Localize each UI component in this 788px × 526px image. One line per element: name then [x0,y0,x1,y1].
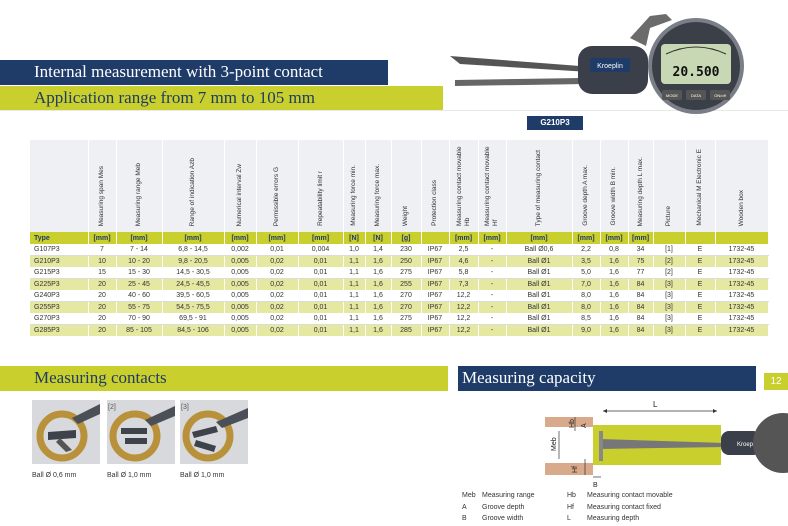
table-cell: E [685,256,715,268]
contact-tag-2: [2] [108,404,116,411]
col-header: Mechanical M Electronic E [696,149,703,226]
table-cell: 1,6 [600,313,628,325]
gauge-button-data: DATA [690,93,702,98]
capacity-legend [462,490,673,525]
legend-value: Measuring depth [587,515,640,522]
table-cell: 85 - 105 [116,325,162,337]
table-cell: 24,5 - 45,5 [162,279,224,291]
col-header: Measuring force min. [350,165,357,226]
unit-cell: [mm] [224,232,256,244]
col-header: Measuring range Meb [135,162,142,226]
table-cell: 0,005 [224,290,256,302]
table-cell: 0,005 [224,279,256,291]
type-cell: G240P3 [30,290,88,302]
col-header: Groove width B min. [610,167,617,226]
table-cell: 1732-45 [715,256,768,268]
table-cell: IP67 [421,244,449,256]
table-cell: E [685,279,715,291]
table-cell: 1,1 [343,256,365,268]
unit-cell: [mm] [628,232,653,244]
table-cell: 9,8 - 20,5 [162,256,224,268]
table-cell: 0,02 [256,302,298,314]
table-cell: 8,0 [572,290,600,302]
table-cell: 270 [391,290,421,302]
table-cell: 12,2 [449,313,478,325]
table-cell: Ball Ø0,6 [506,244,572,256]
col-header: Protection class [431,180,438,226]
table-cell: 0,01 [298,279,343,291]
table-cell: 0,02 [256,325,298,337]
table-cell: 7 [88,244,116,256]
unit-cell: [mm] [572,232,600,244]
table-cell: E [685,313,715,325]
title-internal-measurement: Internal measurement with 3-point contact [0,60,388,85]
unit-cell: [mm] [449,232,478,244]
table-cell: [3] [653,279,685,291]
table-cell: 20 [88,313,116,325]
table-cell: 285 [391,325,421,337]
table-cell: IP67 [421,325,449,337]
col-header: Wooden box [737,189,745,226]
table-cell: [1] [653,244,685,256]
table-cell: 39,5 - 60,5 [162,290,224,302]
table-cell: 0,01 [298,302,343,314]
contact-caption-2: Ball Ø 1,0 mm [107,472,152,479]
table-row [30,279,768,291]
unit-cell: [mm] [256,232,298,244]
table-cell: 1,6 [600,279,628,291]
table-cell: 1,1 [343,325,365,337]
page-number: 12 [764,373,788,390]
table-cell: 0,02 [256,256,298,268]
table-cell: 2,2 [572,244,600,256]
table-cell: 14,5 - 30,5 [162,267,224,279]
table-cell: 1,6 [365,279,391,291]
table-cell: 55 - 75 [116,302,162,314]
table-cell: Ball Ø1 [506,279,572,291]
type-cell: G255P3 [30,302,88,314]
unit-cell [653,232,685,244]
table-cell: - [478,302,506,314]
legend-key: Hb [567,492,576,499]
table-cell: - [478,267,506,279]
table-cell: Ball Ø1 [506,290,572,302]
table-cell: 84 [628,302,653,314]
table-cell: 0,01 [298,313,343,325]
table-cell: [3] [653,302,685,314]
table-cell: 0,004 [298,244,343,256]
table-cell: 75 [628,256,653,268]
table-cell: 84 [628,313,653,325]
table-cell: 1732-45 [715,267,768,279]
table-cell: 1732-45 [715,313,768,325]
table-cell: [3] [653,313,685,325]
table-cell: - [478,325,506,337]
table-cell: 77 [628,267,653,279]
col-header: Measuring span Mes [98,165,105,226]
contact-image-3 [180,400,248,464]
table-cell: 1,6 [600,325,628,337]
table-cell: 20 [88,290,116,302]
table-cell: 1,4 [365,244,391,256]
col-header: Measuring contact movable Hf [484,146,499,226]
table-cell: 0,005 [224,256,256,268]
table-cell: 70 - 90 [116,313,162,325]
table-cell: Ball Ø1 [506,313,572,325]
table-cell: 1,6 [365,302,391,314]
table-row [30,313,768,325]
table-cell: IP67 [421,256,449,268]
legend-key: Hf [567,503,574,511]
capacity-diagram [545,397,788,489]
table-row [30,325,768,337]
table-cell: 0,02 [256,313,298,325]
col-header: Range of indication Azb [189,157,196,226]
unit-cell: [mm] [116,232,162,244]
table-cell: 84 [628,279,653,291]
table-cell: 84,5 - 106 [162,325,224,337]
table-cell: E [685,325,715,337]
gauge-display: 20.500 [672,65,720,80]
table-cell: - [478,279,506,291]
table-cell: 1732-45 [715,325,768,337]
table-cell: 84 [628,325,653,337]
table-cell: 1,6 [600,302,628,314]
type-cell: G285P3 [30,325,88,337]
unit-cell: [mm] [162,232,224,244]
table-cell: 10 - 20 [116,256,162,268]
table-cell: [2] [653,256,685,268]
table-cell: 7,0 [572,279,600,291]
table-cell: 1,6 [365,313,391,325]
table-cell: 270 [391,302,421,314]
legend-key: A [462,503,467,511]
table-cell: 0,01 [298,267,343,279]
contact-caption-3: Ball Ø 1,0 mm [180,472,225,479]
col-header: Groove depth A max. [582,165,589,226]
table-cell: 0,002 [224,244,256,256]
table-cell: - [478,290,506,302]
table-cell: 0,005 [224,313,256,325]
table-row [30,244,768,256]
table-cell: [3] [653,290,685,302]
table-cell: E [685,244,715,256]
type-cell: G107P3 [30,244,88,256]
table-cell: IP67 [421,267,449,279]
table-cell: 9,0 [572,325,600,337]
table-cell: 15 [88,267,116,279]
table-cell: 1,0 [343,244,365,256]
table-cell: 5,8 [449,267,478,279]
table-cell: - [478,244,506,256]
unit-cell [715,232,768,244]
table-row [30,267,768,279]
table-cell: 1,6 [365,256,391,268]
table-cell: 8,0 [572,302,600,314]
legend-key: B [462,515,467,522]
table-cell: 54,5 - 75,5 [162,302,224,314]
unit-cell [685,232,715,244]
col-header: Measuring depth L max. [636,156,644,226]
table-cell: E [685,267,715,279]
table-cell: E [685,302,715,314]
table-cell: 0,01 [298,290,343,302]
section-measuring-contacts: Measuring contacts [0,366,448,391]
table-cell: IP67 [421,279,449,291]
col-header: Measuring contact movable Hb [455,146,471,226]
table-cell: 12,2 [449,325,478,337]
table-cell: 1,1 [343,279,365,291]
type-cell: G215P3 [30,267,88,279]
col-header: Measuring force max. [374,163,381,226]
table-cell: 7 - 14 [116,244,162,256]
table-cell: 1732-45 [715,302,768,314]
table-cell: 34 [628,244,653,256]
table-cell: 5,0 [572,267,600,279]
diagram-brand: Kroep [737,442,754,448]
table-cell: Ball Ø1 [506,302,572,314]
table-cell: 12,2 [449,302,478,314]
legend-key: L [567,515,571,522]
table-cell: 20 [88,325,116,337]
legend-value: Measuring contact fixed [587,503,661,511]
table-header-row [30,140,768,232]
table-cell: E [685,290,715,302]
units-type-label: Type [30,232,88,244]
gauge-product-image [450,6,770,116]
table-cell: 6,8 - 14,5 [162,244,224,256]
col-header: Repeatability limit r [316,171,324,226]
label-Hf: Hf [572,466,579,473]
legend-value: Groove depth [482,503,525,511]
contact-image-1 [32,400,100,464]
table-cell: 0,01 [298,256,343,268]
table-cell: Ball Ø1 [506,256,572,268]
table-cell: Ball Ø1 [506,267,572,279]
unit-cell: [mm] [88,232,116,244]
table-cell: 1,1 [343,267,365,279]
table-cell: 0,005 [224,302,256,314]
table-cell: 0,8 [600,244,628,256]
table-cell: 0,01 [256,244,298,256]
table-cell: 1,6 [600,267,628,279]
table-body [30,244,768,336]
gauge-brand: Kroeplin [597,63,623,70]
label-L: L [653,400,658,409]
legend-row [462,490,673,502]
contact-image-2 [107,400,175,464]
unit-cell: [g] [391,232,421,244]
type-cell: G225P3 [30,279,88,291]
table-cell: 8,5 [572,313,600,325]
unit-cell [421,232,449,244]
type-cell: G270P3 [30,313,88,325]
table-cell: - [478,313,506,325]
gauge-button-mode: MODE [666,93,678,98]
table-cell: 1,6 [600,290,628,302]
table-cell: 12,2 [449,290,478,302]
table-cell: 1732-45 [715,244,768,256]
table-cell: IP67 [421,302,449,314]
col-header: Numerical interval Zw [236,163,243,226]
table-cell: - [478,256,506,268]
table-cell: 20 [88,302,116,314]
table-cell: 0,02 [256,290,298,302]
col-header: Picture [665,205,672,226]
legend-row [462,513,673,525]
unit-cell: [N] [365,232,391,244]
table-cell: 0,02 [256,267,298,279]
table-cell: 0,005 [224,325,256,337]
contact-tag-3: [3] [181,404,189,411]
table-cell: 255 [391,279,421,291]
table-cell: 15 - 30 [116,267,162,279]
col-header: Permissible errors G [273,166,280,226]
table-cell: 1,6 [365,290,391,302]
type-cell: G210P3 [30,256,88,268]
table-cell: 4,6 [449,256,478,268]
unit-cell: [N] [343,232,365,244]
table-cell: 0,01 [298,325,343,337]
table-cell: 1,1 [343,302,365,314]
contact-caption-1: Ball Ø 0,6 mm [32,472,77,479]
label-Hb: Hb [569,419,576,428]
table-cell: 10 [88,256,116,268]
legend-key: Meb [462,492,476,499]
table-cell: 230 [391,244,421,256]
table-row [30,256,768,268]
table-row [30,290,768,302]
col-header: Type of measuring contact [535,149,542,226]
spec-table [30,140,769,337]
table-cell: IP67 [421,290,449,302]
table-cell: 3,5 [572,256,600,268]
table-row [30,302,768,314]
table-cell: 275 [391,267,421,279]
table-cell: 1,6 [365,267,391,279]
unit-cell: [mm] [506,232,572,244]
table-cell: [2] [653,267,685,279]
unit-cell: [mm] [478,232,506,244]
legend-value: Measuring range [482,492,535,499]
table-cell: 1,1 [343,313,365,325]
table-cell: 84 [628,290,653,302]
unit-cell: [mm] [298,232,343,244]
table-cell: 1,6 [365,325,391,337]
label-B: B [593,482,598,489]
section-measuring-capacity: Measuring capacity [458,366,756,391]
unit-cell: [mm] [600,232,628,244]
table-cell: 20 [88,279,116,291]
table-cell: 2,5 [449,244,478,256]
table-cell: Ball Ø1 [506,325,572,337]
table-cell: 0,02 [256,279,298,291]
table-cell: IP67 [421,313,449,325]
table-cell: 1732-45 [715,290,768,302]
table-units-row [30,232,768,244]
table-cell: 275 [391,313,421,325]
table-cell: 1732-45 [715,279,768,291]
label-A: A [581,423,588,428]
title-application-range: Application range from 7 mm to 105 mm [0,86,443,110]
model-tag: G210P3 [527,116,583,130]
table-cell: 1,6 [600,256,628,268]
label-Meb: Meb [551,437,558,451]
table-cell: 250 [391,256,421,268]
table-cell: 69,5 - 91 [162,313,224,325]
legend-value: Groove width [482,515,524,522]
table-cell: 0,005 [224,267,256,279]
table-cell: 7,3 [449,279,478,291]
table-cell: [3] [653,325,685,337]
gauge-button-onoff: ON/off [714,93,726,98]
table-cell: 40 - 60 [116,290,162,302]
col-header: Weight [402,205,409,226]
legend-row [462,502,673,514]
legend-value: Measuring contact movable [587,492,673,499]
table-cell: 1,1 [343,290,365,302]
table-cell: 25 - 45 [116,279,162,291]
